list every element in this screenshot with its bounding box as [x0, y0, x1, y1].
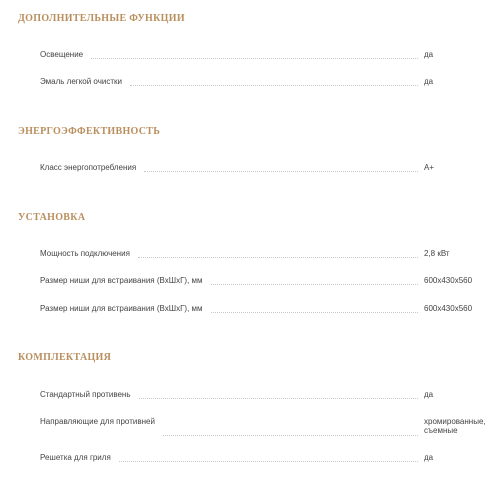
spec-value: да	[424, 390, 434, 399]
spec-value: 600x430x560	[424, 304, 473, 313]
spec-label: Направляющие для противней	[40, 417, 155, 426]
dotted-leader	[139, 390, 418, 399]
dotted-leader	[130, 77, 418, 86]
spec-label: Размер ниши для встраивания (ВхШхГ), мм	[40, 304, 203, 313]
section-title-equipment: КОМПЛЕКТАЦИЯ	[18, 352, 112, 363]
spec-value: да	[424, 50, 434, 59]
dotted-leader	[138, 249, 418, 258]
spec-label: Стандартный противень	[40, 390, 131, 399]
spec-label: Эмаль легкой очистки	[40, 77, 122, 86]
dotted-leader	[91, 50, 418, 59]
spec-label: Мощность подключения	[40, 249, 130, 258]
spec-value: A+	[424, 163, 435, 172]
spec-value: да	[424, 77, 434, 86]
spec-row-niche-size	[40, 304, 500, 314]
dotted-leader	[211, 276, 418, 285]
section-title-extra-functions: ДОПОЛНИТЕЛЬНЫЕ ФУНКЦИИ	[18, 13, 185, 24]
spec-value: да	[424, 453, 434, 462]
spec-row-energy-class	[40, 163, 500, 173]
section-title-installation: УСТАНОВКА	[18, 212, 86, 223]
spec-row-grill-rack	[40, 453, 500, 463]
dotted-leader	[163, 417, 418, 436]
spec-row-lighting	[40, 50, 500, 60]
spec-label: Освещение	[40, 50, 84, 59]
spec-row-standard-tray	[40, 390, 500, 400]
dotted-leader	[119, 453, 418, 462]
spec-row-tray-guides	[40, 417, 500, 436]
spec-value: хромированные, съемные	[424, 417, 486, 435]
spec-label: Решетка для гриля	[40, 453, 111, 462]
dotted-leader	[144, 163, 418, 172]
spec-label: Размер ниши для встраивания (ВхШхГ), мм	[40, 276, 203, 285]
spec-row-easy-clean-enamel	[40, 77, 500, 87]
section-title-energy-efficiency: ЭНЕРГОЭФФЕКТИВНОСТЬ	[18, 126, 161, 137]
spec-value: 2,8 кВт	[424, 249, 450, 258]
spec-label: Класс энергопотребления	[40, 163, 137, 172]
spec-row-connection-power	[40, 249, 500, 259]
spec-row-niche-size	[40, 276, 500, 286]
spec-value: 600x430x560	[424, 276, 473, 285]
dotted-leader	[211, 304, 418, 313]
